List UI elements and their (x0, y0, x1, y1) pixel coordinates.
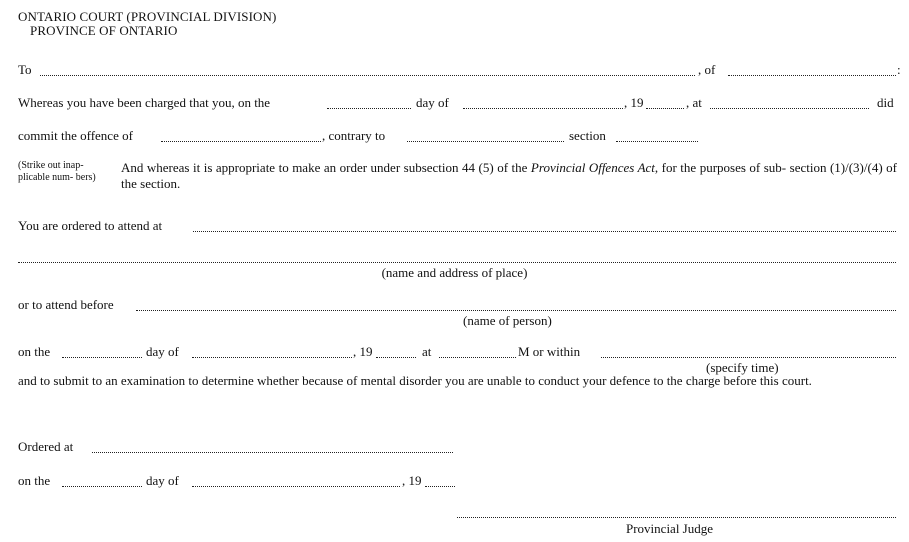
exam-day-of-label: day of (146, 344, 179, 359)
order-day-of-label: day of (146, 473, 179, 488)
act-name: Provincial Offences Act (530, 160, 655, 175)
whereas-label: Whereas you have been charged that you, on the (18, 95, 271, 110)
person-caption: (name of person) (463, 313, 552, 328)
exam-year-field[interactable] (376, 357, 416, 358)
place-caption: (name and address of place) (381, 265, 528, 280)
order-paragraph (121, 160, 897, 191)
order-text-after: , for the purposes of sub- section (1)/(3)/(4) of the section. (121, 160, 897, 191)
judge-signature-field[interactable] (457, 517, 896, 518)
exam-day-field[interactable] (62, 357, 142, 358)
order-year-field[interactable] (425, 486, 455, 487)
of-label: , of (698, 62, 716, 77)
exam-month-field[interactable] (192, 357, 352, 358)
offence-year-field[interactable] (646, 108, 684, 109)
order-text-before: And whereas it is appropriate to make an order under subsection 44 (5) of the (121, 160, 531, 175)
order-month-field[interactable] (192, 486, 400, 487)
recipient-address-field[interactable] (728, 75, 896, 76)
ordered-at-label: Ordered at (18, 439, 74, 454)
submit-paragraph: and to submit to an examination to determine whether because of mental disorder you are unable to conduct your defence to the charge before this court. (18, 373, 812, 388)
statute-field[interactable] (407, 141, 564, 142)
section-number-field[interactable] (616, 141, 698, 142)
order-on-the-label: on the (18, 473, 51, 488)
at-label: , at (686, 95, 702, 110)
exam-year-prefix: , 19 (353, 344, 373, 359)
offence-name-field[interactable] (161, 141, 321, 142)
on-the-label: on the (18, 344, 51, 359)
province-title: PROVINCE OF ONTARIO (30, 23, 178, 38)
attend-place-field[interactable] (193, 231, 896, 232)
ordered-place-field[interactable] (92, 452, 453, 453)
commit-label: commit the offence of (18, 128, 133, 143)
time-caption: (specify time) (706, 360, 779, 375)
offence-day-field[interactable] (327, 108, 411, 109)
exam-time-field[interactable] (439, 357, 516, 358)
order-year-prefix: , 19 (402, 473, 422, 488)
person-name-field[interactable] (136, 310, 896, 311)
order-day-field[interactable] (62, 486, 142, 487)
to-label: To (18, 62, 32, 77)
specify-time-field[interactable] (601, 357, 896, 358)
m-or-within-label: M or within (518, 344, 581, 359)
did-label: did (877, 95, 894, 110)
attend-address-field[interactable] (18, 262, 896, 263)
year-prefix-label: , 19 (624, 95, 644, 110)
attend-label: You are ordered to attend at (18, 218, 163, 233)
judge-caption: Provincial Judge (626, 521, 714, 536)
strike-out-note: (Strike out inap- plicable num- bers) (18, 160, 96, 183)
section-label: section (569, 128, 606, 143)
attend-before-label: or to attend before (18, 297, 114, 312)
exam-at-label: at (422, 344, 432, 359)
offence-place-field[interactable] (710, 108, 869, 109)
recipient-name-field[interactable] (40, 75, 695, 76)
offence-month-field[interactable] (463, 108, 623, 109)
colon-mark: : (897, 62, 901, 77)
contrary-label: , contrary to (322, 128, 386, 143)
court-title: ONTARIO COURT (PROVINCIAL DIVISION) (18, 9, 277, 24)
day-of-label: day of (416, 95, 449, 110)
